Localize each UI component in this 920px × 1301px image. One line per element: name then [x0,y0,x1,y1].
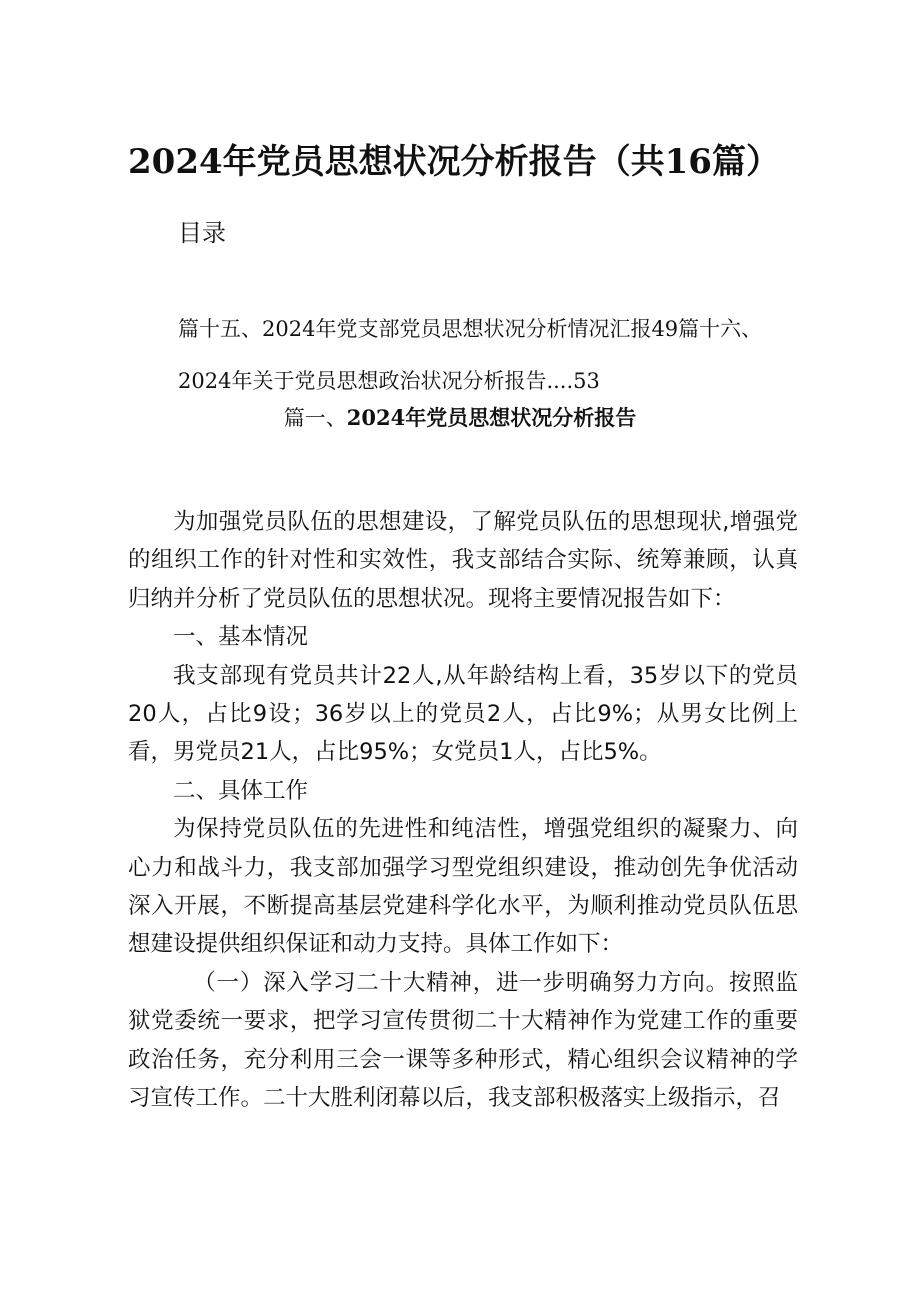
toc-entry-line: 篇十五、2024年党支部党员思想状况分析情况汇报49篇十六、 [178,317,763,341]
body-paragraph: 我支部现有党员共计22人,从年龄结构上看，35岁以下的党员20人，占比9设；36岁以上的党员2人，占比9%；从男女比例上看，男党员21人，占比95%；女党员1人，占比5%。 [128,662,798,766]
section-subheading: 一、基本情况 [173,624,309,651]
body-paragraph: 为加强党员队伍的思想建设，了解党员队伍的思想现状,增强党的组织工作的针对性和实效性，我支部结合实际、统筹兼顾，认真归纳并分析了党员队伍的思想状况。现将主要情况报告如下： [128,509,798,612]
body-paragraph: （一）深入学习二十大精神，进一步明确努力方向。按照监狱党委统一要求，把学习宣传贯彻二十大精神作为党建工作的重要政治任务，充分利用三会一课等多种形式，精心组织会议精神的学习宣传工作。二十大胜利闭幕以后，我支部积极落实上级指示，召 [128,969,798,1112]
document-title: 2024年党员思想状况分析报告（共16篇） [128,142,780,182]
body-text [128,503,798,1118]
body-paragraph: 为保持党员队伍的先进性和纯洁性，增强党组织的凝聚力、向心力和战斗力，我支部加强学习型党组织建设，推动创先争优活动深入开展，不断提高基层党建科学化水平，为顺利推动党员队伍思想建设提供组织保证和动力支持。具体工作如下： [128,816,798,958]
toc-heading: 目录 [178,219,226,247]
toc-entry-line: 2024年关于党员思想政治状况分析报告....53 [178,369,600,393]
section-heading-title: 2024年党员思想状况分析报告 [346,405,637,430]
section-heading [0,402,920,434]
section-subheading: 二、具体工作 [173,777,309,804]
section-heading-prefix: 篇一、 [283,406,347,430]
